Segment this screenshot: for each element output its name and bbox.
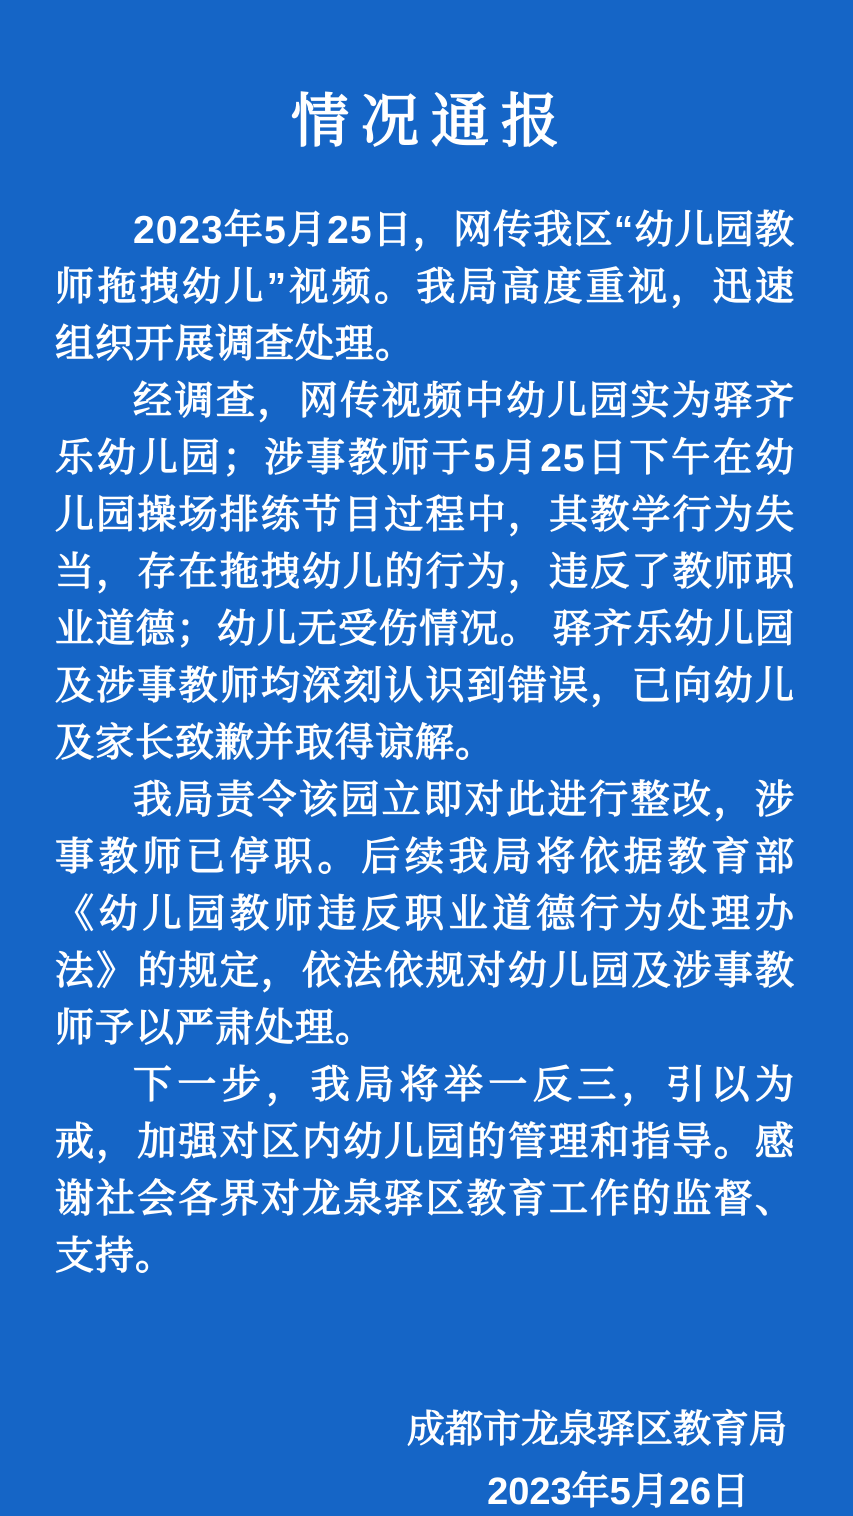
signature-block — [55, 1407, 795, 1515]
signature-date: 2023年5月26日 — [487, 1471, 749, 1513]
notice-paragraph-1: 2023年5月25日，网传我区“幼儿园教师拖拽幼儿”视频。我局高度重视，迅速组织开展调查处理。 — [55, 209, 795, 366]
signature-org: 成都市龙泉驿区教育局 — [406, 1409, 787, 1451]
notice-body — [55, 202, 795, 1285]
notice-paragraph-4: 下一步，我局将举一反三，引以为戒，加强对区内幼儿园的管理和指导。感谢社会各界对龙泉驿区教育工作的监督、支持。 — [55, 1064, 795, 1278]
notice-title: 情况通报 — [290, 89, 571, 154]
notice-paragraph-3: 我局责令该园立即对此进行整改，涉事教师已停职。后续我局将依据教育部《幼儿园教师违反职业道德行为处理办法》的规定，依法依规对幼儿园及涉事教师予以严肃处理。 — [55, 779, 795, 1050]
notice-paragraph-2: 经调查，网传视频中幼儿园实为驿齐乐幼儿园；涉事教师于5月25日下午在幼儿园操场排练节目过程中，其教学行为失当，存在拖拽幼儿的行为，违反了教师职业道德；幼儿无受伤情况。 驿齐乐幼儿园及涉事教师均深刻认识到错误，已向幼儿及家长致歉并取得谅解。 — [55, 380, 795, 765]
